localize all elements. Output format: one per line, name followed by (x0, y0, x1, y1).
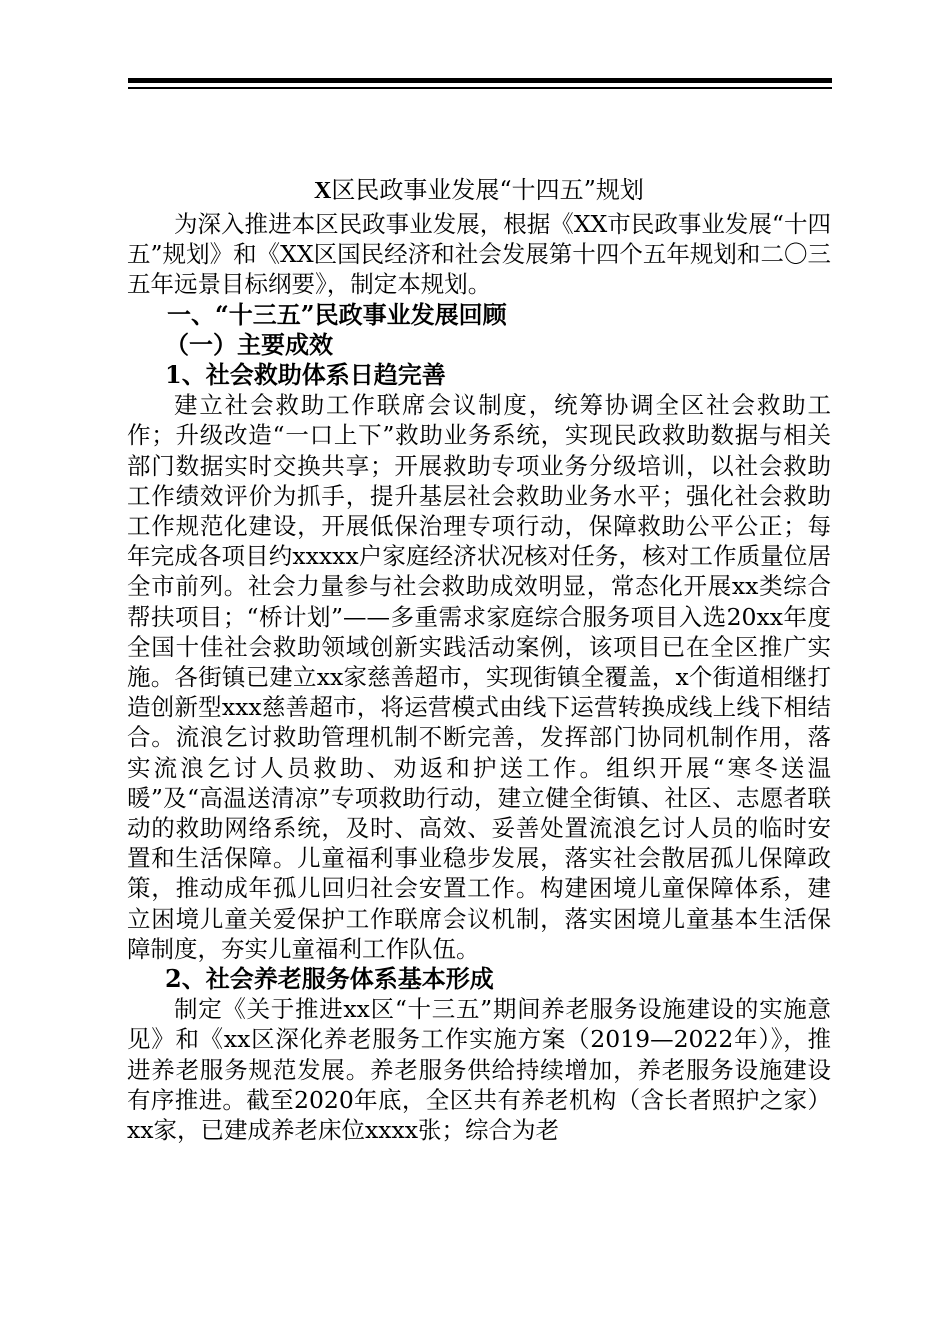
header-rule-thin (128, 87, 832, 89)
intro-paragraph: 为深入推进本区民政事业发展，根据《XX市民政事业发展“十四五”规划》和《XX区国民经济和社会发展第十四个五年规划和二〇三五年远景目标纲要》，制定本规划。 (127, 210, 831, 299)
document-title-prefix: X (314, 178, 332, 204)
item-2-heading: 2、社会养老服务体系基本形成 (165, 964, 494, 994)
document-title-text: 区民政事业发展“十四五”规划 (331, 176, 644, 204)
item-2-paragraph: 制定《关于推进xx区“十三五”期间养老服务设施建设的实施意见》和《xx区深化养老服务工作实施方案（2019—2022年）》，推进养老服务规范发展。养老服务供给持续增加，养老服务设施建设有序推进。截至2020年底，全区共有养老机构（含长者照护之家）xx家，已建成养老床位xxxx张；综合为老 (127, 995, 831, 1145)
section-1-heading: 一、“十三五”民政事业发展回顾 (167, 299, 507, 329)
subsection-1-heading: （一）主要成效 (165, 329, 333, 359)
item-1-paragraph: 建立社会救助工作联席会议制度，统筹协调全区社会救助工作；升级改造“一口上下”救助业务系统，实现民政救助数据与相关部门数据实时交换共享；开展救助专项业务分级培训，以社会救助工作绩效评价为抓手，提升基层社会救助业务水平；强化社会救助工作规范化建设，开展低保治理专项行动，保障救助公平公正；每年完成各项目约xxxxx户家庭经济状况核对任务，核对工作质量位居全市前列。社会力量参与社会救助成效明显，常态化开展xx类综合帮扶项目；“桥计划”——多重需求家庭综合服务项目入选20xx年度全国十佳社会救助领域创新实践活动案例，该项目已在全区推广实施。各街镇已建立xx家慈善超市，实现街镇全覆盖，x个街道相继打造创新型xxx慈善超市，将运营模式由线下运营转换成线上线下相结合。流浪乞讨救助管理机制不断完善，发挥部门协同机制作用，落实流浪乞讨人员救助、劝返和护送工作。组织开展“寒冬送温暖”及“高温送清凉”专项救助行动，建立健全街镇、社区、志愿者联动的救助网络系统，及时、高效、妥善处置流浪乞讨人员的临时安置和生活保障。儿童福利事业稳步发展，落实社会散居孤儿保障政策，推动成年孤儿回归社会安置工作。构建困境儿童保障体系，建立困境儿童关爱保护工作联席会议机制，落实困境儿童基本生活保障制度，夯实儿童福利工作队伍。 (127, 391, 831, 963)
item-1-heading: 1、社会救助体系日趋完善 (165, 359, 446, 389)
document-body (127, 172, 831, 1145)
document-title (127, 172, 831, 209)
header-rule-thick (128, 78, 832, 83)
